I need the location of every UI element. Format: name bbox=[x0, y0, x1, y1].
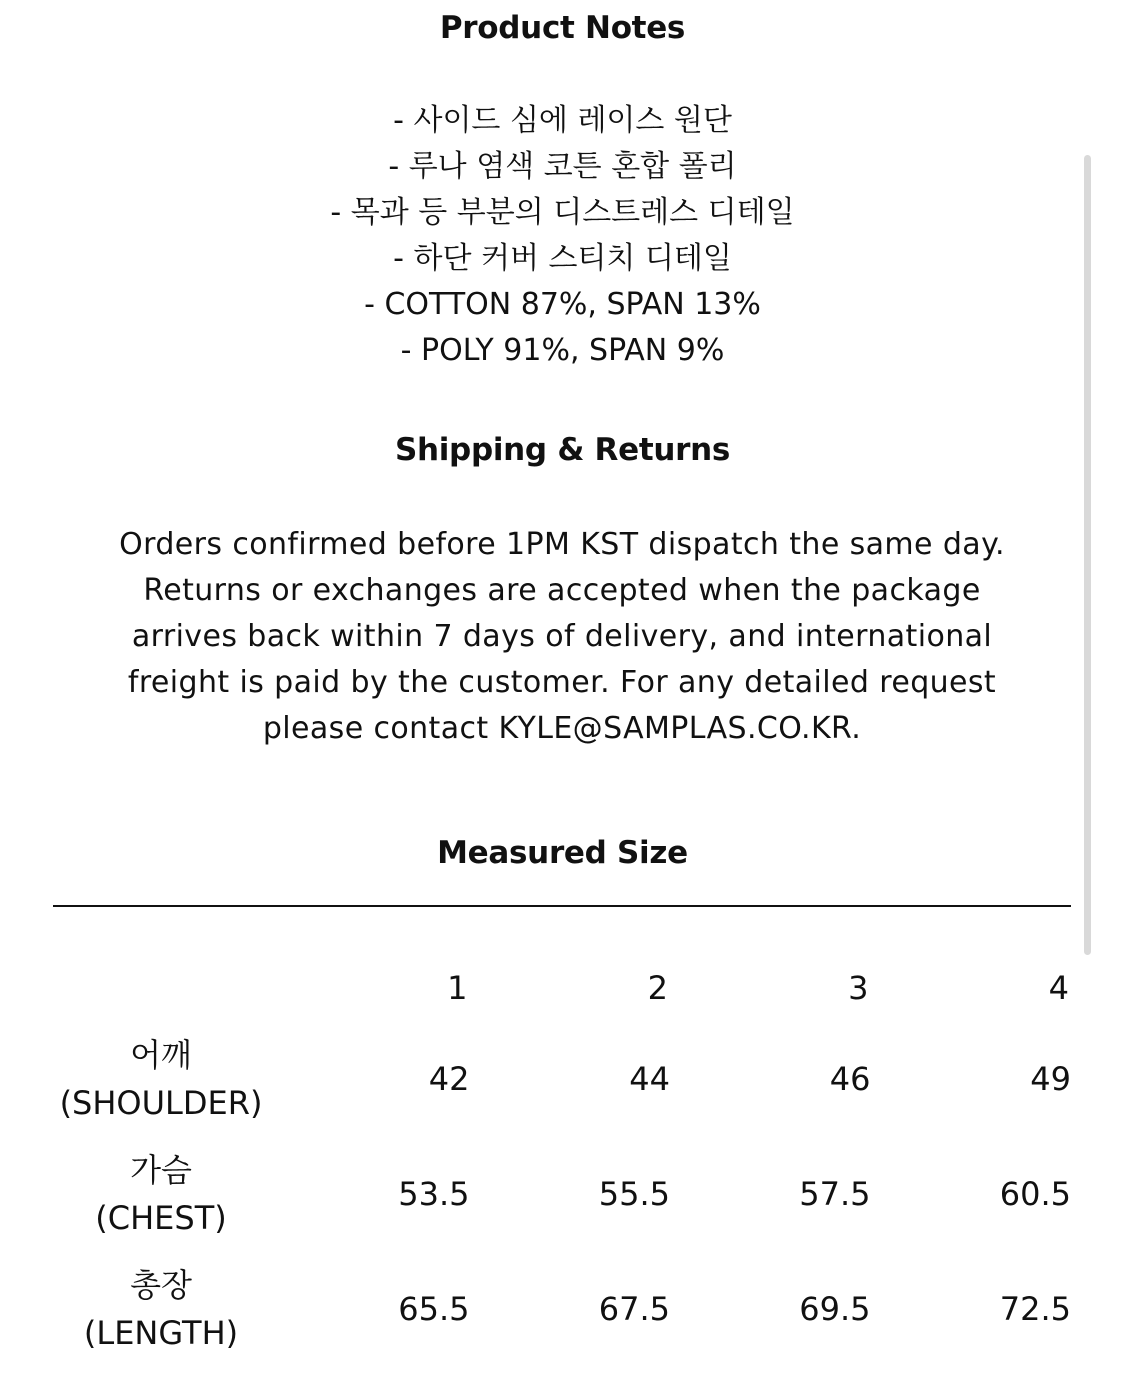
table-cell: 49 bbox=[1030, 1059, 1071, 1098]
row-label-en: (SHOULDER) bbox=[59, 1083, 263, 1122]
shipping-returns-text bbox=[60, 522, 1064, 752]
product-note-line: - 루나 염색 코튼 혼합 폴리 bbox=[388, 149, 737, 184]
size-header-2: 2 bbox=[647, 969, 668, 1007]
size-header-3: 3 bbox=[848, 969, 869, 1007]
table-cell: 55.5 bbox=[598, 1174, 670, 1213]
table-row-shoulder bbox=[53, 1021, 1071, 1136]
product-notes-list bbox=[0, 98, 1125, 374]
product-note-line: - COTTON 87%, SPAN 13% bbox=[364, 287, 761, 322]
row-label-ko: 어깨 bbox=[130, 1035, 192, 1074]
row-label bbox=[53, 1261, 269, 1357]
table-row-chest bbox=[53, 1136, 1071, 1251]
table-cell: 69.5 bbox=[799, 1289, 871, 1328]
product-note-line: - 사이드 심에 레이스 원단 bbox=[393, 103, 732, 138]
table-cell: 44 bbox=[629, 1059, 670, 1098]
row-label bbox=[53, 1031, 269, 1127]
table-cell: 60.5 bbox=[999, 1174, 1071, 1213]
size-header-row bbox=[53, 955, 1071, 1021]
row-label bbox=[53, 1146, 269, 1242]
row-label-ko: 총장 bbox=[130, 1265, 192, 1304]
shipping-returns-title: Shipping & Returns bbox=[394, 432, 731, 468]
size-header-1: 1 bbox=[447, 969, 468, 1007]
shipping-line: Orders confirmed before 1PM KST dispatch the same day. bbox=[119, 527, 1005, 562]
table-cell: 57.5 bbox=[799, 1174, 871, 1213]
size-table bbox=[53, 955, 1071, 1366]
shipping-line: Returns or exchanges are accepted when the package bbox=[143, 573, 981, 608]
table-divider bbox=[53, 905, 1071, 907]
product-note-line: - POLY 91%, SPAN 9% bbox=[400, 333, 725, 368]
shipping-line: please contact KYLE@SAMPLAS.CO.KR. bbox=[262, 711, 862, 746]
row-label-en: (LENGTH) bbox=[83, 1313, 239, 1352]
row-label-en: (CHEST) bbox=[95, 1198, 227, 1237]
table-cell: 46 bbox=[829, 1059, 871, 1098]
product-note-line: - 하단 커버 스티치 디테일 bbox=[393, 241, 732, 276]
shipping-line: freight is paid by the customer. For any detailed request bbox=[127, 665, 997, 700]
product-notes-title: Product Notes bbox=[439, 10, 686, 46]
shipping-line: arrives back within 7 days of delivery, and international bbox=[131, 619, 993, 654]
table-cell: 67.5 bbox=[598, 1289, 670, 1328]
size-header-4: 4 bbox=[1048, 969, 1069, 1007]
vertical-scrollbar[interactable] bbox=[1084, 155, 1091, 955]
table-cell: 65.5 bbox=[398, 1289, 470, 1328]
table-cell: 42 bbox=[428, 1059, 470, 1098]
row-label-ko: 가슴 bbox=[130, 1150, 192, 1189]
product-note-line: - 목과 등 부분의 디스트레스 디테일 bbox=[330, 195, 795, 230]
table-row-length bbox=[53, 1251, 1071, 1366]
table-cell: 72.5 bbox=[999, 1289, 1071, 1328]
measured-size-title: Measured Size bbox=[437, 835, 688, 871]
table-cell: 53.5 bbox=[398, 1174, 470, 1213]
